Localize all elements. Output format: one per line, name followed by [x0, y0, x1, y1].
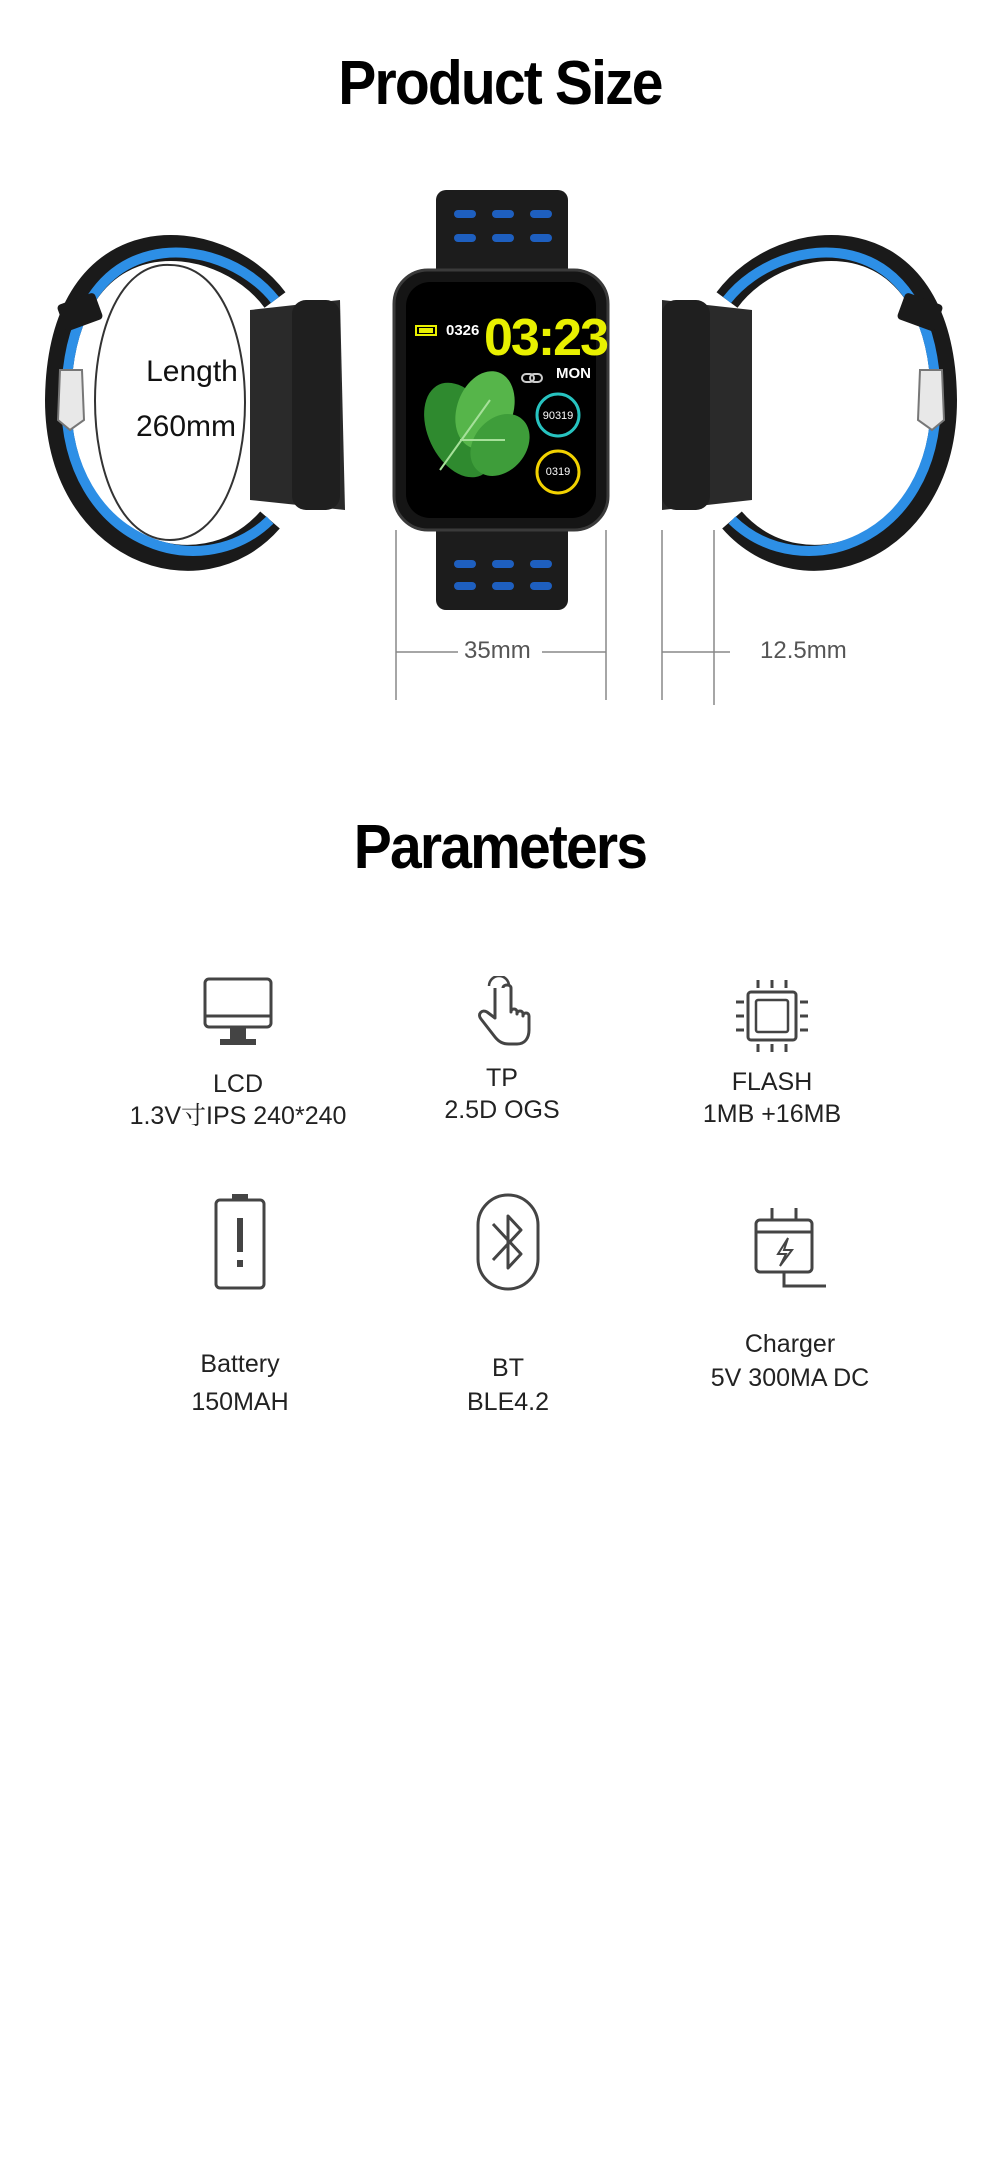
battery-icon — [90, 1192, 390, 1292]
watch-time: 03:23 — [484, 309, 607, 367]
length-value: 260mm — [135, 410, 237, 443]
watch-steps: 90319 — [542, 410, 574, 422]
param-value: 5V 300MA DC — [710, 1364, 870, 1392]
param-label: TP — [486, 1064, 518, 1092]
chip-icon — [622, 976, 922, 1056]
charger-icon — [640, 1206, 940, 1292]
left-strap-side-view — [40, 220, 350, 590]
parameters-title: Parameters — [353, 813, 647, 882]
width-dimension: 35mm — [464, 637, 531, 664]
param-bt — [358, 1192, 658, 1418]
param-tp — [352, 976, 652, 1126]
param-label: Charger — [744, 1330, 836, 1358]
param-label: Battery — [200, 1350, 280, 1378]
param-flash — [622, 976, 922, 1130]
param-label: LCD — [212, 1070, 263, 1098]
watch-day: MON — [556, 365, 591, 382]
param-lcd — [88, 976, 388, 1132]
param-value: 150MAH — [191, 1388, 289, 1416]
param-label: FLASH — [731, 1068, 813, 1096]
param-value: BLE4.2 — [466, 1388, 549, 1416]
param-charger — [640, 1206, 940, 1394]
product-size-title: Product Size — [338, 49, 662, 118]
param-label: BT — [492, 1354, 524, 1382]
touch-hand-icon — [352, 976, 652, 1050]
dimension-lines — [380, 530, 740, 710]
watch-calories: 0319 — [545, 466, 571, 478]
bluetooth-icon — [358, 1192, 658, 1292]
monitor-icon — [88, 976, 388, 1050]
watch-counter: 0326 — [446, 322, 480, 339]
param-value: 2.5D OGS — [444, 1096, 560, 1124]
param-battery — [90, 1192, 390, 1418]
param-value: 1MB +16MB — [702, 1100, 842, 1128]
param-value: 1.3V寸IPS 240*240 — [129, 1102, 347, 1130]
length-label: Length — [146, 355, 238, 388]
thickness-dimension: 12.5mm — [760, 637, 847, 664]
